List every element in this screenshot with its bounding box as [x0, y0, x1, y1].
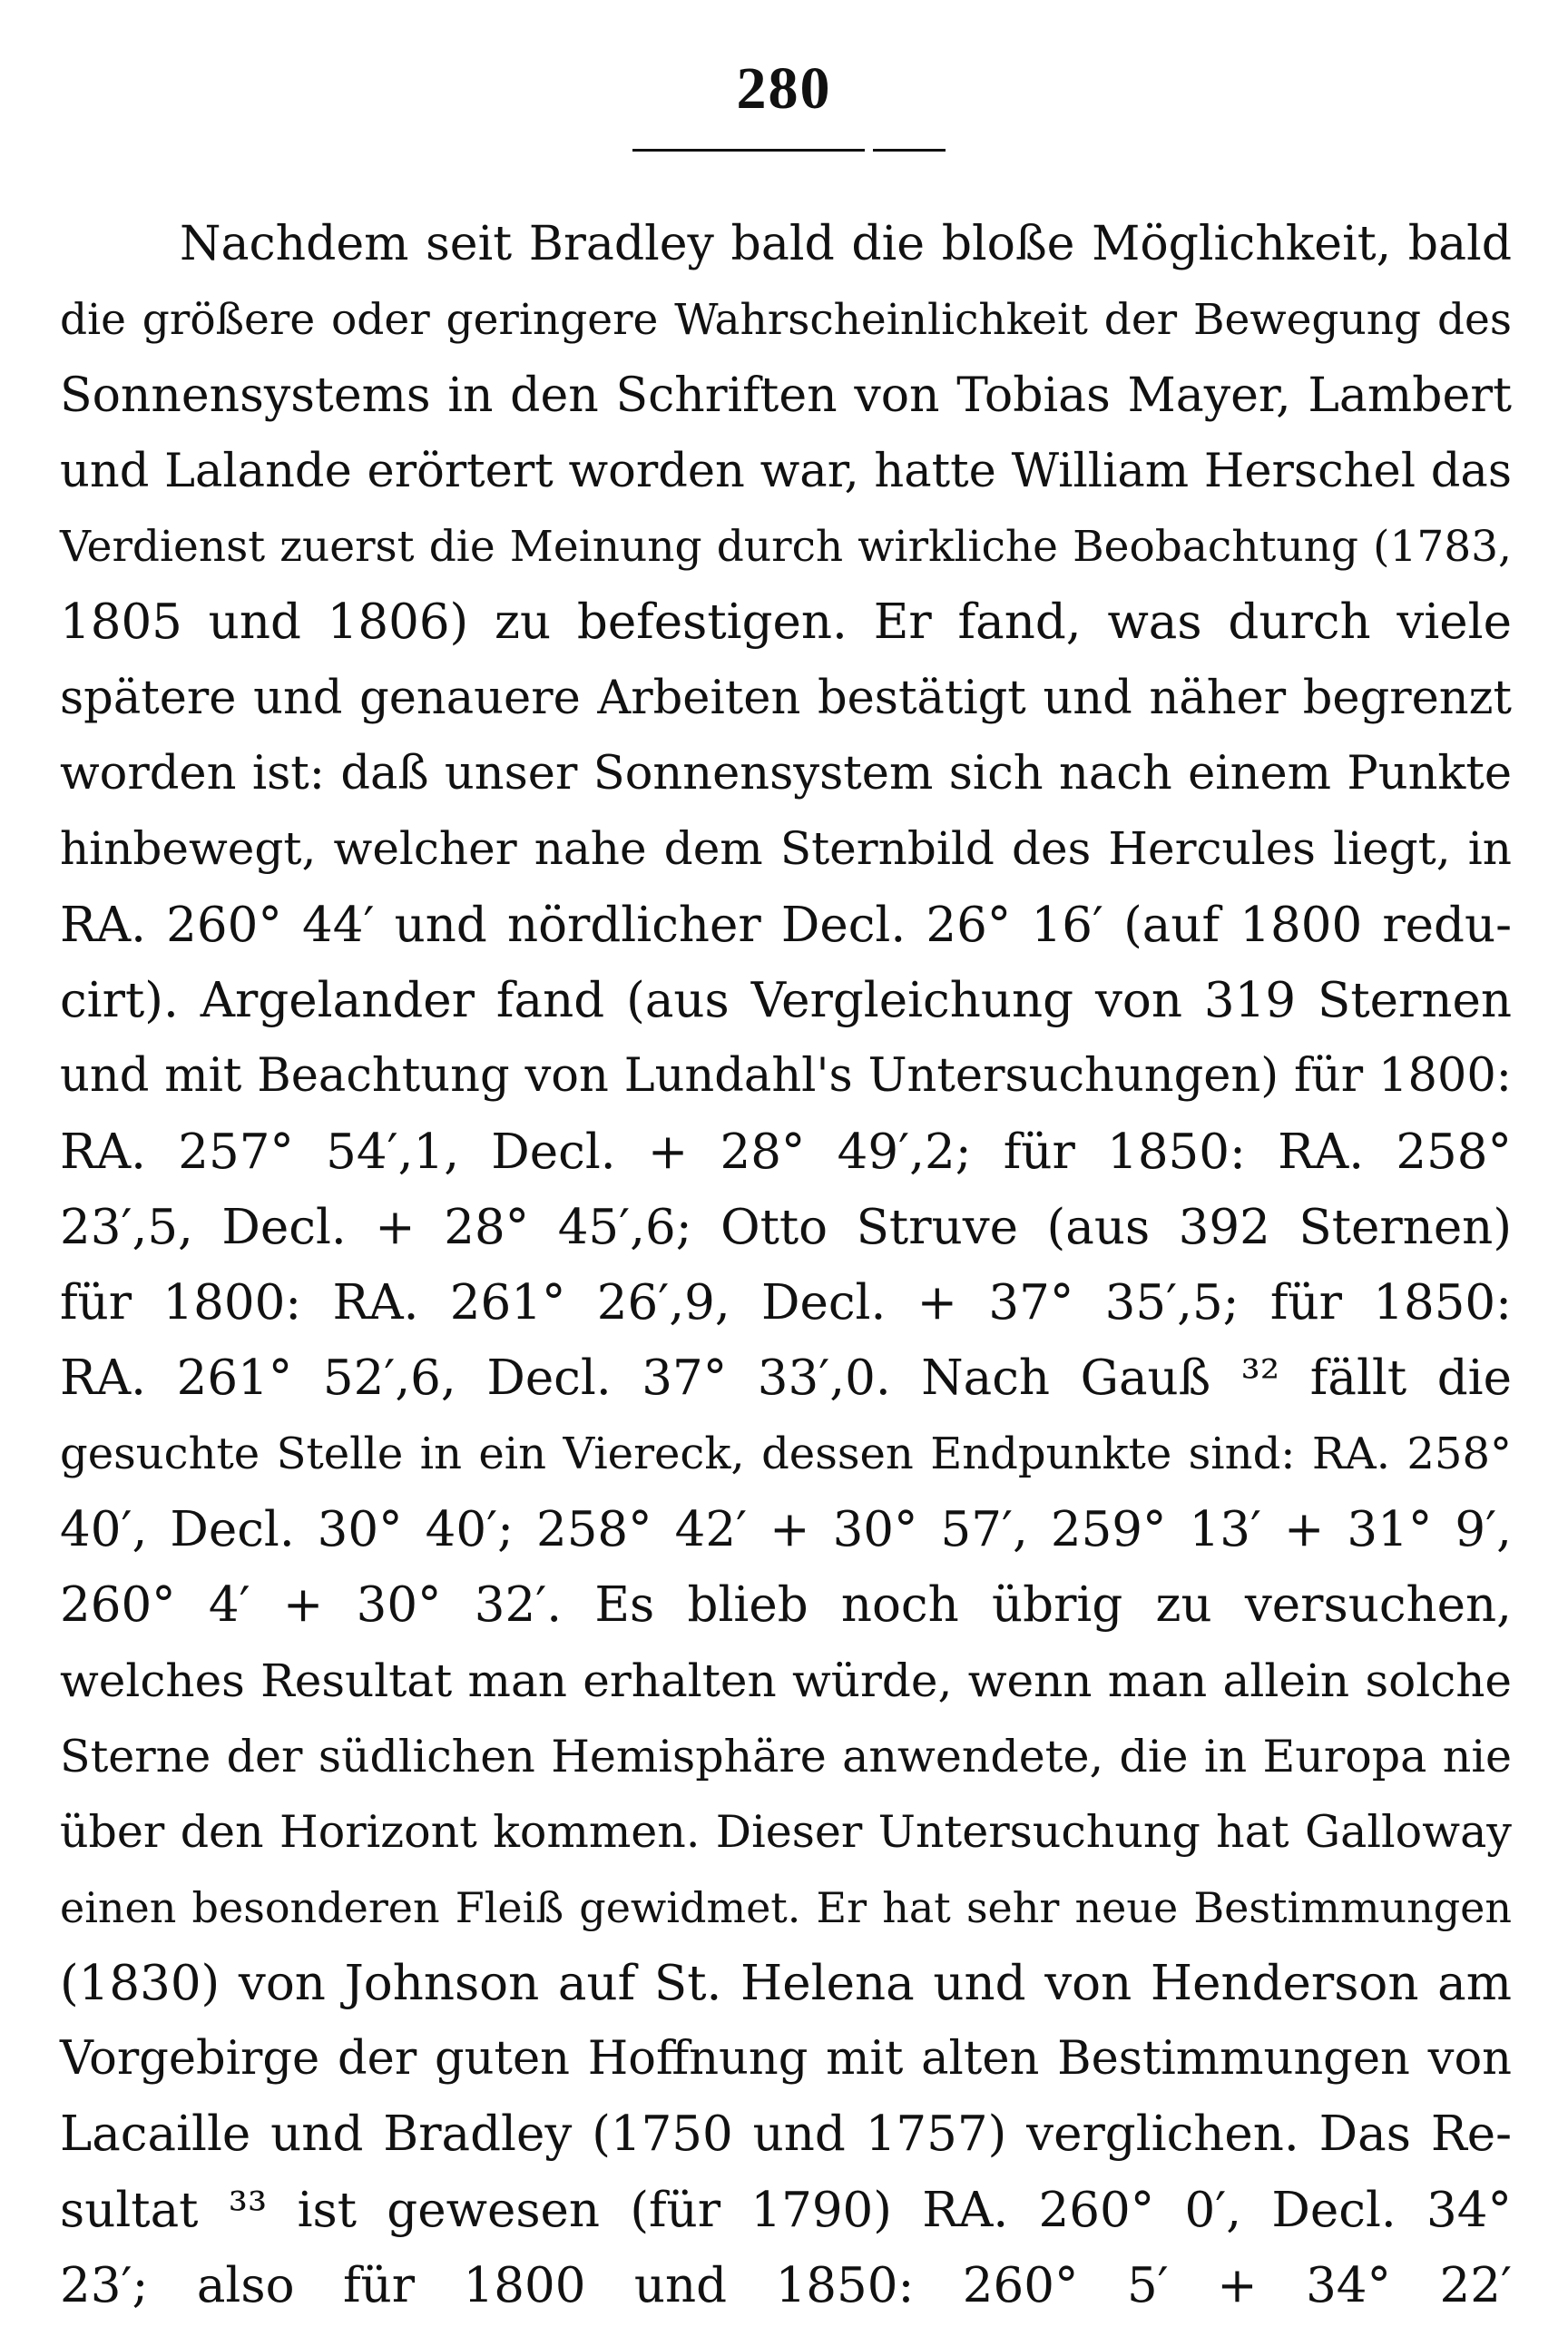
text-line: 23′; also für 1800 und 1850: 260° 5′ + 34° 22′	[60, 2258, 1512, 2314]
text-line: gesuchte Stelle in ein Viereck, dessen Endpunkte sind: RA. 258°	[60, 1428, 1512, 1479]
text-line: sultat ³³ ist gewesen (für 1790) RA. 260° 0′, Decl. 34°	[60, 2182, 1512, 2238]
text-line: und Lalande erörtert worden war, hatte William Herschel das	[60, 444, 1512, 498]
body-text	[60, 207, 1512, 2323]
text-line: 1805 und 1806) zu befestigen. Er fand, was durch viele	[60, 594, 1512, 651]
text-line: Vorgebirge der guten Hoffnung mit alten Bestimmungen von	[60, 2032, 1512, 2086]
text-line: RA. 260° 44′ und nördlicher Decl. 26° 16′ (auf 1800 redu-	[60, 897, 1512, 953]
text-line: RA. 261° 52′,6, Decl. 37° 33′,0. Nach Gauß ³² fällt die	[60, 1350, 1512, 1407]
text-line: RA. 257° 54′,1, Decl. + 28° 49′,2; für 1850: RA. 258°	[60, 1124, 1512, 1180]
text-line: Nachdem seit Bradley bald die bloße Möglichkeit, bald	[180, 217, 1512, 271]
text-line: Sterne der südlichen Hemisphäre anwendete, die in Europa nie	[60, 1730, 1512, 1782]
text-line: Sonnensystems in den Schriften von Tobias Mayer, Lambert	[60, 368, 1512, 423]
header-rule-short	[873, 149, 946, 152]
text-line: über den Horizont kommen. Dieser Untersuchung hat Galloway	[60, 1806, 1512, 1859]
text-line: cirt). Argelander fand (aus Vergleichung von 319 Sternen	[60, 972, 1512, 1028]
text-line: und mit Beachtung von Lundahl's Untersuchungen) für 1800:	[60, 1049, 1512, 1104]
text-line: 40′, Decl. 30° 40′; 258° 42′ + 30° 57′, 259° 13′ + 31° 9′,	[60, 1502, 1512, 1558]
text-line: worden ist: daß unser Sonnensystem sich nach einem Punkte	[60, 747, 1512, 801]
text-line: spätere und genauere Arbeiten bestätigt und näher begrenzt	[60, 671, 1512, 725]
text-line: Verdienst zuerst die Meinung durch wirkliche Beobachtung (1783,	[60, 522, 1512, 573]
text-line: hinbewegt, welcher nahe dem Sternbild des Hercules liegt, in	[60, 822, 1512, 876]
text-line: einen besonderen Fleiß gewidmet. Er hat sehr neue Bestimmungen	[60, 1882, 1512, 1932]
text-line: 23′,5, Decl. + 28° 45′,6; Otto Struve (aus 392 Sternen)	[60, 1199, 1512, 1255]
text-line: 260° 4′ + 30° 32′. Es blieb noch übrig zu versuchen,	[60, 1577, 1512, 1634]
text-line: Lacaille und Bradley (1750 und 1757) verglichen. Das Re-	[60, 2106, 1512, 2163]
text-line: welches Resultat man erhalten würde, wenn man allein solche	[60, 1654, 1512, 1707]
text-line: die größere oder geringere Wahrscheinlichkeit der Bewegung des	[60, 295, 1512, 346]
header-rule	[632, 149, 865, 152]
text-line: für 1800: RA. 261° 26′,9, Decl. + 37° 35′,5; für 1850:	[60, 1275, 1512, 1331]
page-number: 280	[736, 55, 832, 122]
text-line: (1830) von Johnson auf St. Helena und von Henderson am	[60, 1955, 1512, 2011]
